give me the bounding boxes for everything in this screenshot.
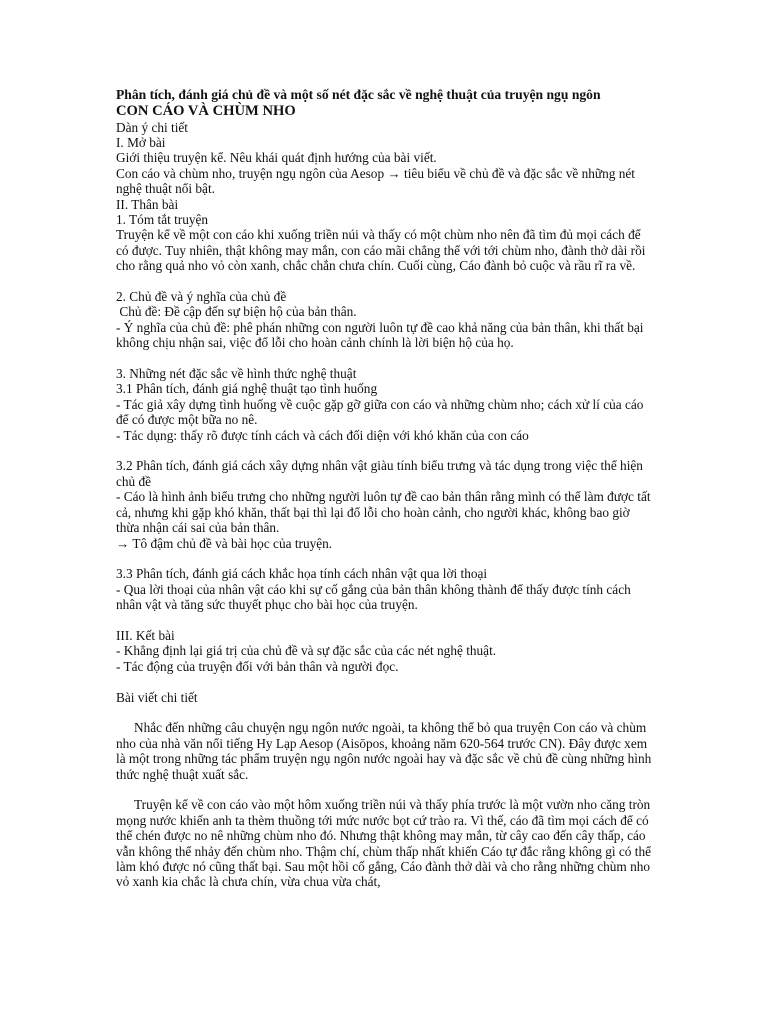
conclusion-line: - Khẳng định lại giá trị của chủ đề và sự đặc sắc của các nét nghệ thuật. [116, 643, 497, 659]
document-body [116, 87, 656, 890]
spacer [116, 551, 656, 566]
conclusion-line: - Tác động của truyện đối với bản thân và người đọc. [116, 658, 399, 674]
art-line: - Tác dụng: thấy rõ được tính cách và cách đối diện với khó khăn của con cáo [116, 427, 529, 443]
spacer [116, 705, 656, 720]
art-line: → Tô đậm chủ đề và bài học của truyện. [116, 535, 333, 551]
spacer [116, 782, 656, 797]
art-heading: 3. Những nét đặc sắc về hình thức nghệ thuật [116, 366, 357, 382]
art-subheading: 3.2 Phân tích, đánh giá cách xây dựng nhân vật giàu tính biểu trưng và tác dụng trong việc thể hiện chủ đề [116, 458, 643, 489]
summary-text: Truyện kể về một con cáo khi xuống triền núi và thấy có một chùm nho nên đã tìm đủ mọi cách để có được. Tuy nhiên, thật không may mắn, con cáo mãi chẳng thể với tới chùm nho, đành thở dài rồi cho rằng quả nho vỏ còn xanh, chắc chắn chưa chín. Cuối cùng, Cáo đành bỏ cuộc và rầu rĩ ra về. [116, 227, 646, 274]
story-title: CON CÁO VÀ CHÙM NHO [116, 102, 296, 119]
art-subheading: 3.3 Phân tích, đánh giá cách khắc họa tính cách nhân vật qua lời thoại [116, 566, 488, 582]
theme-line: - Ý nghĩa của chủ đề: phê phán những con người luôn tự đề cao khả năng của bản thân, khi thất bại không chịu nhận sai, việc đổ lỗi cho hoàn cảnh chính là lời biện hộ của họ. [116, 319, 644, 351]
outline-heading: Dàn ý chi tiết [116, 119, 189, 135]
spacer [116, 351, 656, 366]
art-subheading: 3.1 Phân tích, đánh giá nghệ thuật tạo tình huống [116, 381, 378, 397]
conclusion-heading: III. Kết bài [116, 627, 175, 643]
essay-paragraph: Truyện kể về con cáo vào một hôm xuống triền núi và thấy phía trước là một vườn nho căng tròn mọng nước khiến anh ta thèm thuồng tới mức nước bọt cứ trào ra. Vì thế, cáo đã tìm mọi cách để có thể chén được no nê những chùm nho đó. Nhưng thật không may mắn, từ cây cao đến cây thấp, cáo vẫn không thể nhảy đến chùm nho. Thậm chí, chùm thấp nhất khiến Cáo tự đắc rằng không gì có thể làm khó được nó cũng thất bại. Sau một hồi cố gắng, Cáo đành thở dài và cho rằng những chùm nho vỏ xanh kia chắc là chưa chín, vừa chua vừa chát, [116, 797, 652, 890]
art-line: - Cáo là hình ảnh biểu trưng cho những người luôn tự đề cao bản thân rằng mình có thể làm được tất cả, nhưng khi gặp khó khăn, thất bại thì lại đổ lỗi cho hoàn cảnh, cho người khác, không bao giờ thừa nhận cái sai của bản thân. [116, 489, 651, 536]
spacer [116, 613, 656, 628]
art-line: - Qua lời thoại của nhân vật cáo khi sự cố gắng của bản thân không thành để thấy được tính cách nhân vật và tăng sức thuyết phục cho bài học của truyện. [116, 581, 631, 613]
theme-line: Chủ đề: Đề cập đến sự biện hộ của bản thân. [116, 304, 357, 320]
spacer [116, 674, 656, 689]
intro-line: Giới thiệu truyện kể. Nêu khái quát định hướng của bài viết. [116, 150, 437, 166]
intro-line: Con cáo và chùm nho, truyện ngụ ngôn của Aesop → tiêu biểu về chủ đề và đặc sắc về những nét nghệ thuật nổi bật. [116, 165, 635, 197]
summary-heading: 1. Tóm tắt truyện [116, 212, 209, 228]
spacer [116, 443, 656, 458]
essay-heading: Bài viết chi tiết [116, 689, 198, 705]
theme-heading: 2. Chủ đề và ý nghĩa của chủ đề [116, 289, 287, 305]
essay-paragraph: Nhắc đến những câu chuyện ngụ ngôn nước ngoài, ta không thể bỏ qua truyện Con cáo và chùm nho của nhà văn nổi tiếng Hy Lạp Aesop (Aisōpos, khoảng năm 620-564 trước CN). Đây được xem là một trong những tác phẩm truyện ngụ ngôn nước ngoài hay và đặc sắc về chủ đề cùng những hình thức nghệ thuật xuất sắc. [116, 720, 652, 782]
art-line: - Tác giả xây dựng tình huống về cuộc gặp gỡ giữa con cáo và những chùm nho; cách xử lí của cáo để có được một bữa no nê. [116, 396, 644, 428]
intro-heading: I. Mở bài [116, 135, 166, 150]
body-heading: II. Thân bài [116, 196, 179, 212]
spacer [116, 274, 656, 289]
document-title: Phân tích, đánh giá chủ đề và một số nét đặc sắc về nghệ thuật của truyện ngụ ngôn [116, 87, 601, 102]
